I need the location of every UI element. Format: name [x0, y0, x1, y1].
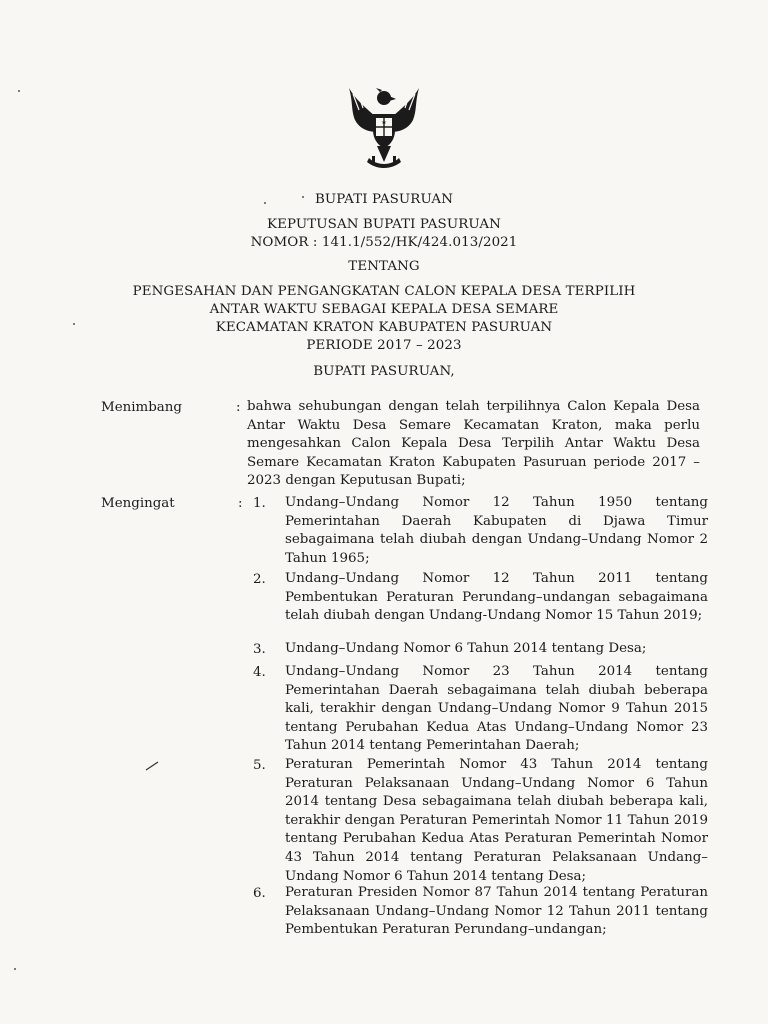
mengingat-label: Mengingat [101, 496, 175, 511]
subject-line: PENGESAHAN DAN PENGANGKATAN CALON KEPALA DESA TERPILIH [132, 284, 636, 299]
scan-speck [18, 90, 20, 92]
item-number: 4. [253, 665, 266, 680]
decree-title: KEPUTUSAN BUPATI PASURUAN [267, 217, 501, 232]
item-number: 2. [253, 572, 266, 587]
list-item: Undang–Undang Nomor 6 Tahun 2014 tentang Desa; [285, 641, 647, 656]
subject-line: KECAMATAN KRATON KABUPATEN PASURUAN [215, 320, 553, 335]
pen-mark-icon [144, 760, 160, 772]
list-item: Undang–Undang Nomor 12 Tahun 1950 tentang Pemerintahan Daerah Kabupaten di Djawa Timur sebagaimana telah diubah dengan Undang–Undang Nomor 2 Tahun 1965; [285, 495, 708, 566]
list-item: Peraturan Pemerintah Nomor 43 Tahun 2014 tentang Peraturan Pelaksanaan Undang–Undang Nomor 6 Tahun 2014 tentang Desa sebagaimana telah diubah beberapa kali, terakhir dengan Peraturan Pemerintah Nomor 11 Tahun 2019 tentang Perubahan Kedua Atas Peraturan Pemerintah Nomor 43 Tahun 2014 tentang Peraturan Pelaksanaan Undang–Undang Nomor 6 Tahun 2014 tentang Desa; [285, 757, 708, 884]
subject-line: PERIODE 2017 – 2023 [306, 338, 462, 353]
menimbang-text: bahwa sehubungan dengan telah terpilihnya Calon Kepala Desa Antar Waktu Desa Semare Kecamatan Kraton, maka perlu mengesahkan Calon Kepala Desa Terpilih Antar Waktu Desa Semare Kecamatan Kraton Kabupaten Pasuruan periode 2017 – 2023 dengan Keputusan Bupati; [247, 399, 700, 488]
list-item: Peraturan Presiden Nomor 87 Tahun 2014 tentang Peraturan Pelaksanaan Undang–Undang Nomor 12 Tahun 2011 tentang Pembentukan Peraturan Perundang–undangan; [285, 885, 708, 938]
garuda-emblem-icon [343, 80, 425, 172]
list-item: Undang–Undang Nomor 12 Tahun 2011 tentang Pembentukan Peraturan Perundang–undangan sebagaimana telah diubah dengan Undang-Undang Nomor 15 Tahun 2019; [285, 571, 708, 624]
authority-heading: BUPATI PASURUAN [314, 192, 454, 207]
subject-line: ANTAR WAKTU SEBAGAI KEPALA DESA SEMARE [209, 302, 559, 317]
issuer-heading: BUPATI PASURUAN, [313, 364, 455, 379]
item-number: 5. [253, 758, 266, 773]
item-number: 1. [253, 496, 266, 511]
mengingat-colon: : [238, 496, 243, 511]
scan-speck [14, 968, 16, 970]
item-number: 3. [253, 642, 266, 657]
item-number: 6. [253, 886, 266, 901]
menimbang-label: Menimbang [101, 400, 182, 415]
decree-number: NOMOR : 141.1/552/HK/424.013/2021 [250, 235, 518, 250]
about-heading: TENTANG [348, 259, 420, 274]
menimbang-colon: : [236, 400, 241, 415]
list-item: Undang–Undang Nomor 23 Tahun 2014 tentang Pemerintahan Daerah sebagaimana telah diubah beberapa kali, terakhir dengan Undang–Undang Nomor 9 Tahun 2015 tentang Perubahan Kedua Atas Undang–Undang Nomor 23 Tahun 2014 tentang Pemerintahan Daerah; [285, 664, 708, 754]
